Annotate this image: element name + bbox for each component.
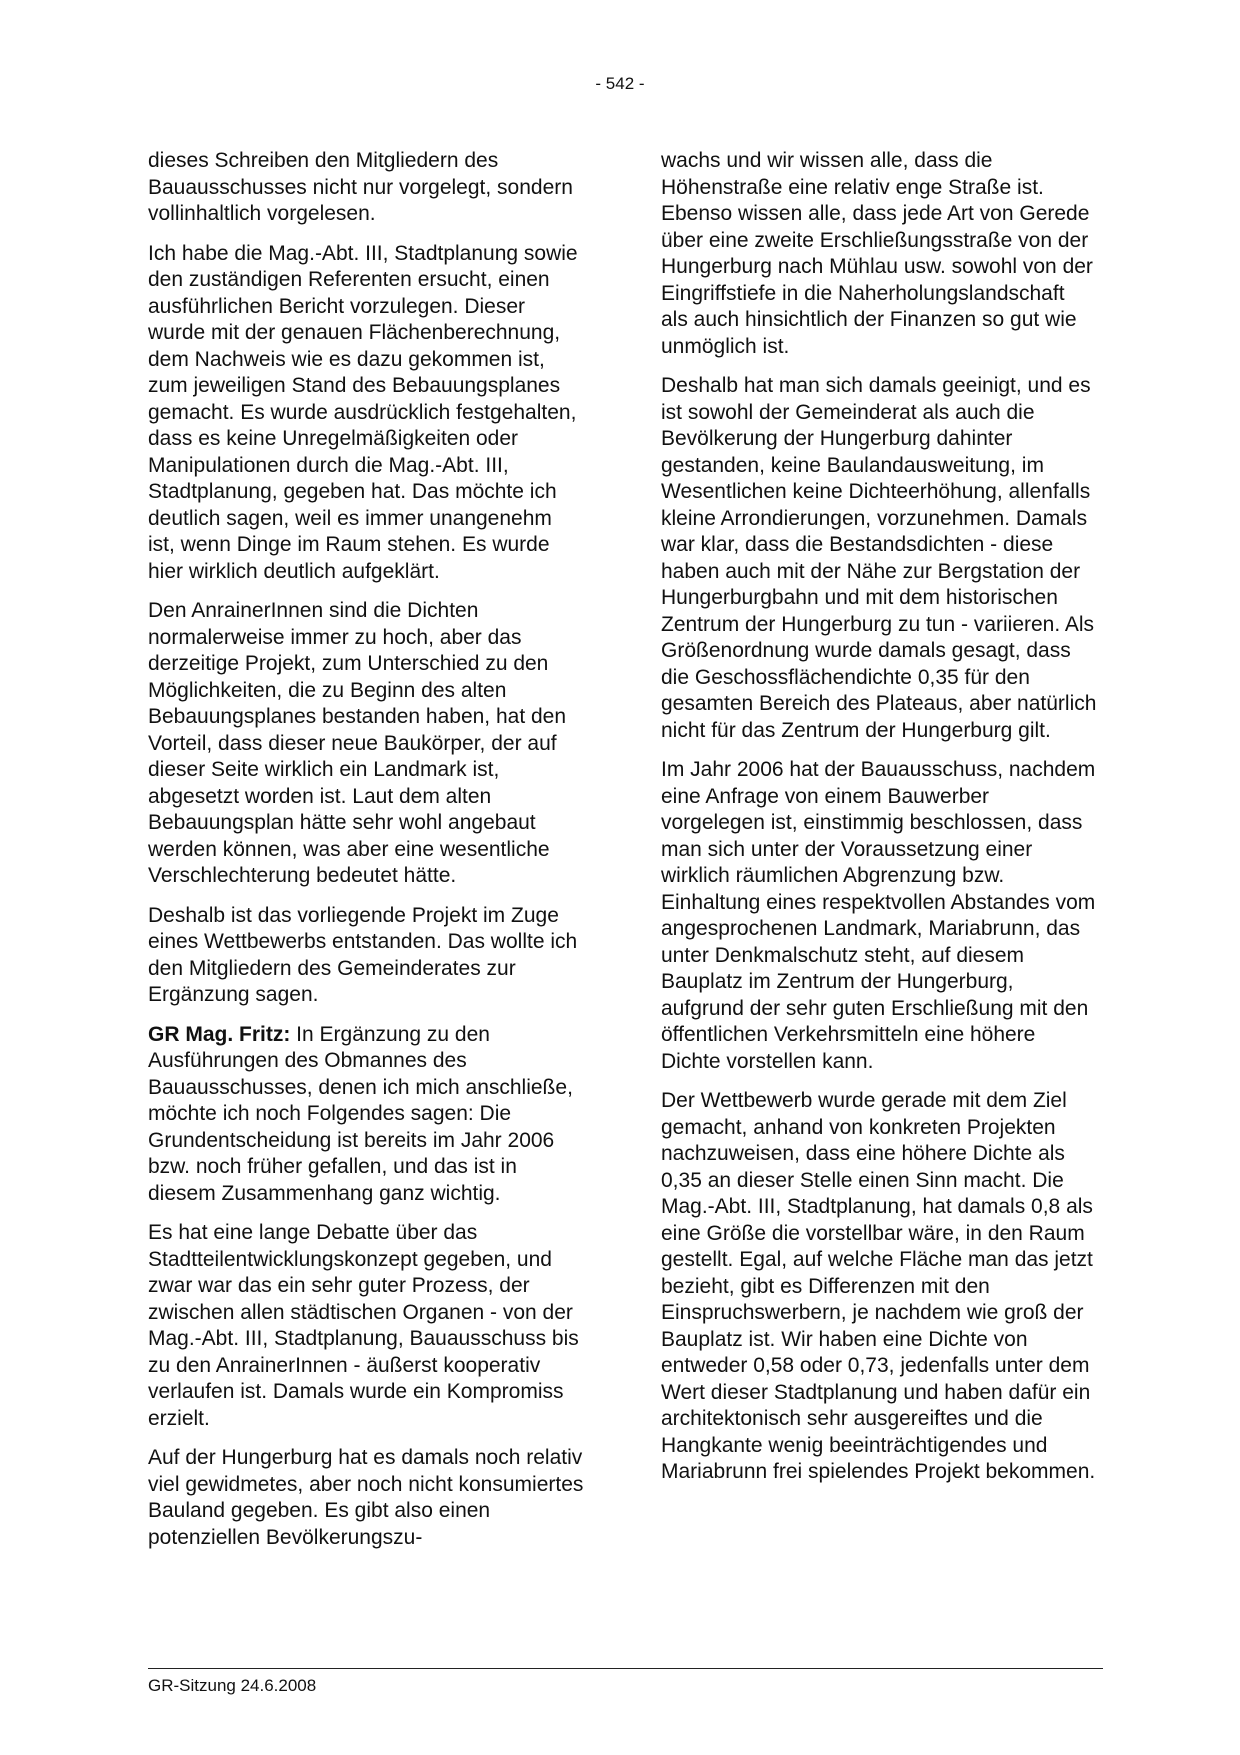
paragraph: Der Wettbewerb wurde gerade mit dem Ziel gemacht, anhand von konkreten Projekten nachzuweisen, dass eine höhere Dichte als 0,35 an dieser Stelle einen Sinn macht. Die Mag.-Abt. III, Stadtplanung, hat damals 0,8 als eine Größe die vorstellbar wäre, in den Raum gestellt. Egal, auf welche Fläche man das jetzt bezieht, gibt es Differenzen mit den Einspruchswerbern, je nachdem wie groß der Bauplatz ist. Wir haben eine Dichte von entweder 0,58 oder 0,73, jedenfalls unter dem Wert dieser Stadtplanung und haben dafür ein architektonisch sehr ausgereiftes und die Hangkante wenig beeinträchtigendes und Mariabrunn frei spielendes Projekt bekommen.	[661, 1089, 1096, 1483]
left-column	[148, 148, 584, 1564]
paragraph: Den AnrainerInnen sind die Dichten normalerweise immer zu hoch, aber das derzeitige Projekt, zum Unterschied zu den Möglichkeiten, die zu Beginn des alten Bebauungsplanes bestanden haben, hat den Vorteil, dass dieser neue Baukörper, der auf dieser Seite wirklich ein Landmark ist, abgesetzt worden ist. Laut dem alten Bebauungsplan hätte sehr wohl angebaut werden können, was aber eine wesentliche Verschlechterung bedeutet hätte.	[148, 599, 567, 887]
paragraph: Auf der Hungerburg hat es damals noch relativ viel gewidmetes, aber noch nicht konsumiertes Bauland gegeben. Es gibt also einen potenziellen Bevölkerungszu-	[148, 1446, 584, 1549]
right-column	[661, 148, 1097, 1499]
paragraph: Deshalb hat man sich damals geeinigt, und es ist sowohl der Gemeinderat als auch die Bevölkerung der Hungerburg dahinter gestanden, keine Baulandausweitung, im Wesentlichen keine Dichteerhöhung, allenfalls kleine Arrondierungen, vorzunehmen. Damals war klar, dass die Bestandsdichten - diese haben auch mit der Nähe zur Bergstation der Hungerburgbahn und mit dem historischen Zentrum der Hungerburg zu tun - variieren. Als Größenordnung wurde damals gesagt, dass die Geschossflächendichte 0,35 für den gesamten Bereich des Plateaus, aber natürlich nicht für das Zentrum der Hungerburg gilt.	[661, 374, 1097, 742]
paragraph: Im Jahr 2006 hat der Bauausschuss, nachdem eine Anfrage von einem Bauwerber vorgelegen ist, einstimmig beschlossen, dass man sich unter der Voraussetzung einer wirklich räumlichen Abgrenzung bzw. Einhaltung eines respektvollen Abstandes vom angesprochenen Landmark, Mariabrunn, das unter Denkmalschutz steht, auf diesem Bauplatz im Zentrum der Hungerburg, aufgrund der sehr guten Erschließung mit den öffentlichen Verkehrsmitteln eine höhere Dichte vorstellen kann.	[661, 758, 1096, 1073]
paragraph: Ich habe die Mag.-Abt. III, Stadtplanung sowie den zuständigen Referenten ersucht, einen ausführlichen Bericht vorzulegen. Dieser wurde mit der genauen Flächenberechnung, dem Nachweis wie es dazu gekommen ist, zum jeweiligen Stand des Bebauungsplanes gemacht. Es wurde ausdrücklich festgehalten, dass es keine Unregelmäßigkeiten oder Manipulationen durch die Mag.-Abt. III, Stadtplanung, gegeben hat. Das möchte ich deutlich sagen, weil es immer unangenehm ist, wenn Dinge im Raum stehen. Es wurde hier wirklich deutlich aufgeklärt.	[148, 241, 578, 583]
paragraph: wachs und wir wissen alle, dass die Höhenstraße eine relativ enge Straße ist. Ebenso wissen alle, dass jede Art von Gerede über eine zweite Erschließungsstraße von der Hungerburg nach Mühlau usw. sowohl von der Eingriffstiefe in die Naherholungslandschaft als auch hinsichtlich der Finanzen so gut wie unmöglich ist.	[661, 149, 1093, 358]
page-number: - 542 -	[595, 74, 645, 93]
paragraph: Deshalb ist das vorliegende Projekt im Zuge eines Wettbewerbs entstanden. Das wollte ich den Mitgliedern des Gemeinderates zur Ergänzung sagen.	[148, 903, 578, 1006]
footer-divider	[148, 1668, 1103, 1669]
speaker-paragraph	[148, 1022, 584, 1208]
paragraph: Es hat eine lange Debatte über das Stadtteilentwicklungskonzept gegeben, und zwar war das ein sehr guter Prozess, der zwischen allen städtischen Organen - von der Mag.-Abt. III, Stadtplanung, Bauausschuss bis zu den AnrainerInnen - äußerst kooperativ verlaufen ist. Damals wurde ein Kompromiss erzielt.	[148, 1221, 579, 1430]
paragraph: dieses Schreiben den Mitgliedern des Bauausschusses nicht nur vorgelegt, sondern vollinhaltlich vorgelesen.	[148, 149, 573, 225]
speaker-text: In Ergänzung zu den Ausführungen des Obmannes des Bauausschusses, denen ich mich anschließe, möchte ich noch Folgendes sagen: Die Grundentscheidung ist bereits im Jahr 2006 bzw. noch früher gefallen, und das ist in diesem Zusammenhang ganz wichtig.	[148, 1022, 573, 1205]
footer-text: GR-Sitzung 24.6.2008	[148, 1676, 317, 1695]
speaker-name: GR Mag. Fritz:	[148, 1022, 291, 1046]
